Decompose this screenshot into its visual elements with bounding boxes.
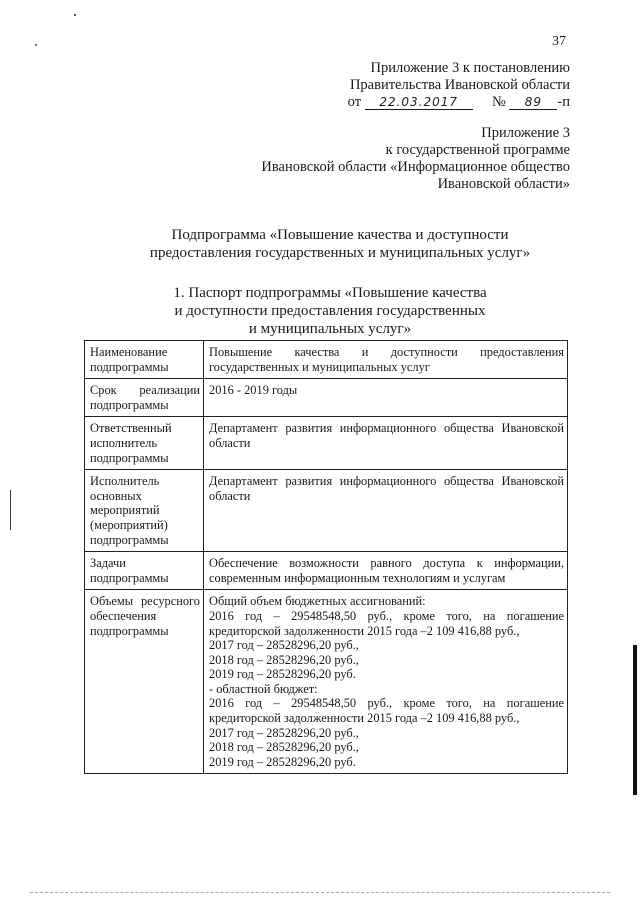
annex-header-line2: Правительства Ивановской области (349, 77, 570, 93)
value-line: Общий объем бюджетных ассигнований: (209, 594, 426, 609)
value-line: 2016 год – 29548548,50 руб., кроме того, на погашение (209, 608, 564, 623)
passport-table (84, 340, 568, 774)
label-line: Задачи (90, 556, 126, 571)
table-row (85, 417, 568, 470)
value-line: 2019 год – 28528296,20 руб. (209, 667, 356, 682)
scan-speck (35, 44, 37, 46)
row-label (85, 417, 204, 470)
scan-bottom-edge (30, 892, 610, 893)
label-line: Объемы ресурсного (90, 594, 200, 609)
label-line: основных (90, 488, 142, 503)
label-line: подпрограммы (90, 623, 169, 638)
table-row (85, 341, 568, 379)
subprogram-title-line2: предоставления государственных и муниципальных услуг» (149, 245, 531, 261)
row-value (204, 341, 568, 379)
label-line: исполнитель (90, 435, 157, 450)
passport-title-line1: 1. Паспорт подпрограммы «Повышение качества (173, 285, 487, 301)
annex-program (220, 125, 570, 193)
label-line: Наименование (90, 345, 168, 359)
label-line: подпрограммы (90, 570, 169, 585)
label-line: подпрограммы (90, 397, 169, 412)
row-label (85, 552, 204, 590)
annex-program-line4: Ивановской области» (437, 176, 570, 192)
number-suffix: -п (557, 94, 570, 110)
value-line: 2019 год – 28528296,20 руб. (209, 754, 356, 769)
row-label (85, 379, 204, 417)
row-value (204, 552, 568, 590)
row-value (204, 590, 568, 774)
subprogram-title (110, 226, 570, 262)
annex-program-line1: Приложение 3 (481, 125, 570, 141)
value-line: Обеспечение возможности равного доступа к информации, (209, 556, 564, 571)
row-label (85, 590, 204, 774)
from-label: от (347, 94, 362, 110)
row-value (204, 379, 568, 417)
handwritten-number: 89 (509, 95, 557, 110)
label-line: обеспечения (90, 608, 157, 623)
value-line: 2018 год – 28528296,20 руб., (209, 652, 359, 667)
table-row (85, 552, 568, 590)
number-label: № (491, 94, 506, 110)
label-line: мероприятий (90, 503, 160, 518)
passport-title-line3: и муниципальных услуг» (248, 321, 412, 337)
annex-header-line1: Приложение 3 к постановлению (370, 60, 570, 76)
table-row (85, 470, 568, 552)
label-line: (мероприятий) (90, 517, 168, 532)
row-value (204, 417, 568, 470)
value-line: - областной бюджет: (209, 681, 318, 696)
annex-header-date-row (300, 94, 570, 111)
passport-title (110, 284, 550, 338)
passport-title-line2: и доступности предоставления государственных (174, 303, 486, 319)
annex-header (300, 60, 570, 111)
value-line: Департамент развития информационного общества Ивановской (209, 474, 564, 489)
value-line: современным информационным технологиям и услугам (209, 570, 506, 585)
table-row (85, 379, 568, 417)
table-row (85, 590, 568, 774)
row-label (85, 470, 204, 552)
label-line: Исполнитель (90, 474, 160, 489)
value-line: кредиторской задолженности 2015 года –2 109 416,88 руб., (209, 623, 520, 638)
label-line: подпрограммы (90, 450, 169, 465)
label-line: Срок реализации (90, 383, 200, 398)
value-line: государственных и муниципальных услуг (209, 359, 430, 374)
value-line: 2017 год – 28528296,20 руб., (209, 638, 359, 653)
value-line: 2016 год – 29548548,50 руб., кроме того, на погашение (209, 696, 564, 711)
value-line: кредиторской задолженности 2015 года –2 109 416,88 руб., (209, 711, 520, 726)
label-line: Ответственный (90, 421, 172, 436)
handwritten-date: 22.03.2017 (365, 95, 473, 110)
label-line: подпрограммы (90, 359, 169, 374)
row-value (204, 470, 568, 552)
scan-edge-mark (10, 490, 11, 530)
value-line: Повышение качества и доступности предоставления (209, 345, 564, 359)
scan-speck (74, 14, 76, 16)
annex-program-line2: к государственной программе (385, 142, 570, 158)
row-label (85, 341, 204, 379)
value-line: 2016 - 2019 годы (209, 383, 298, 398)
page-number: 37 (552, 34, 566, 49)
scan-edge-mark (633, 645, 637, 795)
value-line: Департамент развития информационного общества Ивановской (209, 421, 564, 436)
value-line: области (209, 488, 251, 503)
value-line: 2017 год – 28528296,20 руб., (209, 725, 359, 740)
subprogram-title-line1: Подпрограмма «Повышение качества и доступности (171, 227, 509, 243)
annex-program-line3: Ивановской области «Информационное общество (261, 159, 570, 175)
value-line: области (209, 435, 251, 450)
value-line: 2018 год – 28528296,20 руб., (209, 740, 359, 755)
label-line: подпрограммы (90, 532, 169, 547)
